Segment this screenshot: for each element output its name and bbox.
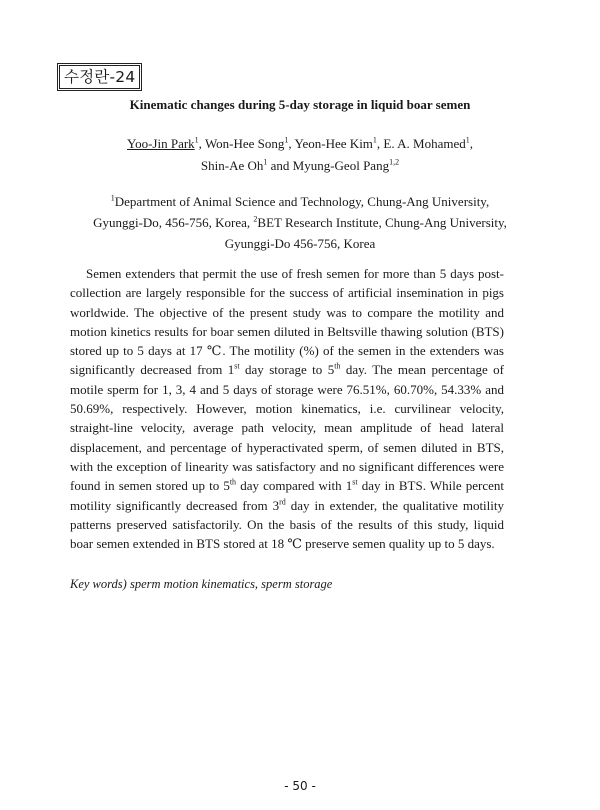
keywords: Key words) sperm motion kinematics, sperm storage [70,577,333,591]
author-affil-sup: 1 [263,157,268,167]
author-affil-sup: 1 [284,135,289,145]
ordinal-sup: st [352,477,358,487]
author-name: Yeon-Hee Kim [294,136,373,151]
author-affil-sup: 1 [465,135,470,145]
ordinal-sup: th [229,477,237,487]
ordinal-sup: st [234,362,240,372]
abstract-text: day in extender, the qualitative motility patterns preserved satisfactorily. On the basis of the results of this study, liquid boar semen extended in BTS stored at 18 ℃ preserve semen quality up to 5 days. [70,497,504,552]
abstract-text: day in BTS. While percent motility significantly decreased from 3 [70,478,504,513]
abstract-text: day compared with 1 [236,478,353,494]
author-separator: , [288,136,295,151]
author-separator: , [198,136,205,151]
abstract-text: day storage to 5 [239,362,335,378]
author-affil-sup: 1 [194,135,199,145]
affil-line: BET Research Institute, Chung-Ang University, [257,215,507,230]
affil-sup: 1 [110,193,115,203]
author-affil-sup: 1,2 [389,157,400,167]
section-badge: 수정란-24 [57,63,142,91]
affil-line: Gyunggi-Do, 456-756, Korea, [93,215,254,230]
author-name: Yoo-Jin Park [127,136,195,151]
paper-title: Kinematic changes during 5-day storage in liquid boar semen [129,97,471,112]
page-number: - 50 - [284,779,316,793]
author-affil-sup: 1 [372,135,377,145]
abstract-text: Semen extenders that permit the use of fresh semen for more than 5 days post-collection are largely responsible for the success of artificial insemination in pigs worldwide. The objective of the present study was to compare the motility and motion kinetics results for boar semen diluted in Beltsville thawing solution (BTS) stored up to 5 days at 17 ℃. The motility (%) of the semen in the extenders was significantly decreased from 1 [70,266,504,378]
ordinal-sup: th [334,362,341,372]
ordinal-sup: rd [279,497,286,507]
author-name: Won-Hee Song [204,136,285,151]
author-separator: , [469,136,473,151]
author-separator: , [376,136,384,151]
author-name: Myung-Geol Pang [292,158,390,173]
author-name: Shin-Ae Oh [200,158,264,173]
author-name: E. A. Mohamed [383,136,466,151]
author-and: and [267,158,293,173]
affiliations [0,191,600,254]
abstract [70,264,504,553]
affil-line: Gyunggi-Do 456-756, Korea [224,236,376,251]
affil-sup: 2 [253,214,258,224]
abstract-text: day. The mean percentage of motile sperm for 1, 3, 4 and 5 days of storage were 76.51%, 60.70%, 54.33% and 50.69%, respectively. However, motion kinematics, i.e. curvilinear velocity, straight-line velocity, average path velocity, mean amplitude of head lateral displacement, and percentage of hyperactivated sperm, of semen diluted in BTS, with the exception of linearity was satisfactory and no significant differences were found in semen stored up to 5 [70,362,504,494]
affil-line: Department of Animal Science and Technology, Chung-Ang University, [114,194,490,209]
author-list [0,133,600,177]
